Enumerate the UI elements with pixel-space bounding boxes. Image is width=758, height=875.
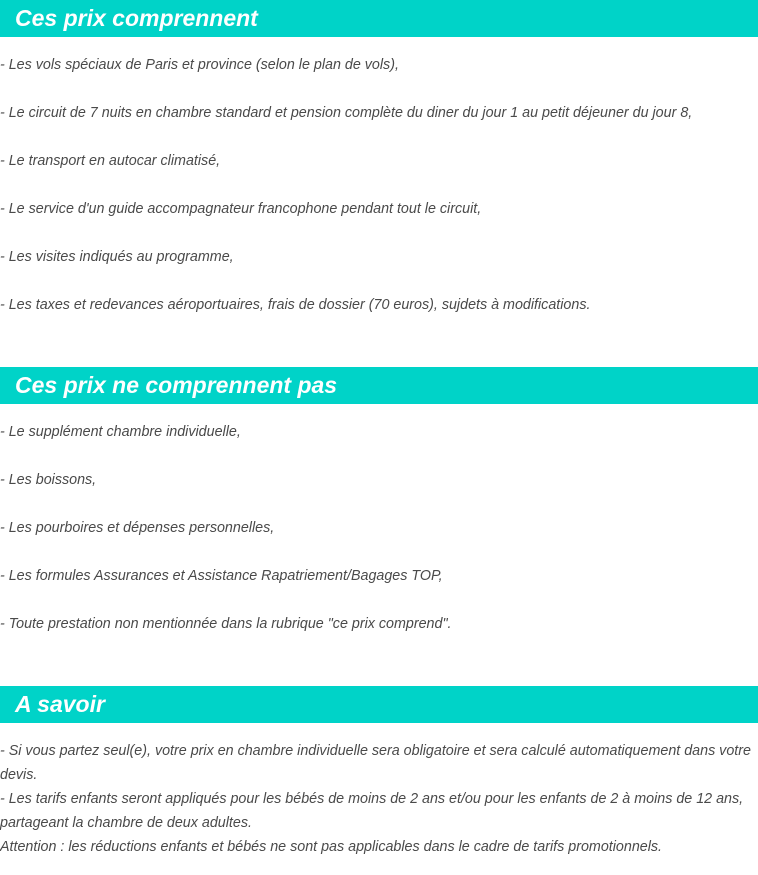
section-header-not-included: Ces prix ne comprennent pas xyxy=(0,367,758,404)
list-item: - Si vous partez seul(e), votre prix en chambre individuelle sera obligatoire et sera calculé automatiquement dans votre devis. xyxy=(0,743,751,783)
list-item: - Toute prestation non mentionnée dans la rubrique "ce prix comprend". xyxy=(0,616,452,632)
list-item: - Le supplément chambre individuelle, xyxy=(0,424,241,440)
section-good-to-know xyxy=(0,686,758,859)
included-list xyxy=(0,37,758,317)
list-item: Attention : les réductions enfants et bébés ne sont pas applicables dans le cadre de tarifs promotionnels. xyxy=(0,839,663,855)
list-item: - Les pourboires et dépenses personnelles, xyxy=(0,520,275,536)
section-not-included xyxy=(0,367,758,660)
not-included-list xyxy=(0,404,758,636)
good-to-know-list xyxy=(0,723,758,859)
section-included xyxy=(0,0,758,341)
section-header-included: Ces prix comprennent xyxy=(0,0,758,37)
list-item: - Les visites indiqués au programme, xyxy=(0,249,234,265)
section-header-good-to-know: A savoir xyxy=(0,686,758,723)
list-item: - Les formules Assurances et Assistance Rapatriement/Bagages TOP, xyxy=(0,568,443,584)
list-item: - Les taxes et redevances aéroportuaires, frais de dossier (70 euros), sujdets à modifications. xyxy=(0,297,591,313)
list-item: - Les tarifs enfants seront appliqués pour les bébés de moins de 2 ans et/ou pour les enfants de 2 à moins de 12 ans, partageant la chambre de deux adultes. xyxy=(0,791,744,831)
list-item: - Les boissons, xyxy=(0,472,97,488)
list-item: - Le circuit de 7 nuits en chambre standard et pension complète du diner du jour 1 au petit déjeuner du jour 8, xyxy=(0,105,693,121)
list-item: - Les vols spéciaux de Paris et province (selon le plan de vols), xyxy=(0,57,399,73)
list-item: - Le transport en autocar climatisé, xyxy=(0,153,221,169)
list-item: - Le service d'un guide accompagnateur francophone pendant tout le circuit, xyxy=(0,201,482,217)
